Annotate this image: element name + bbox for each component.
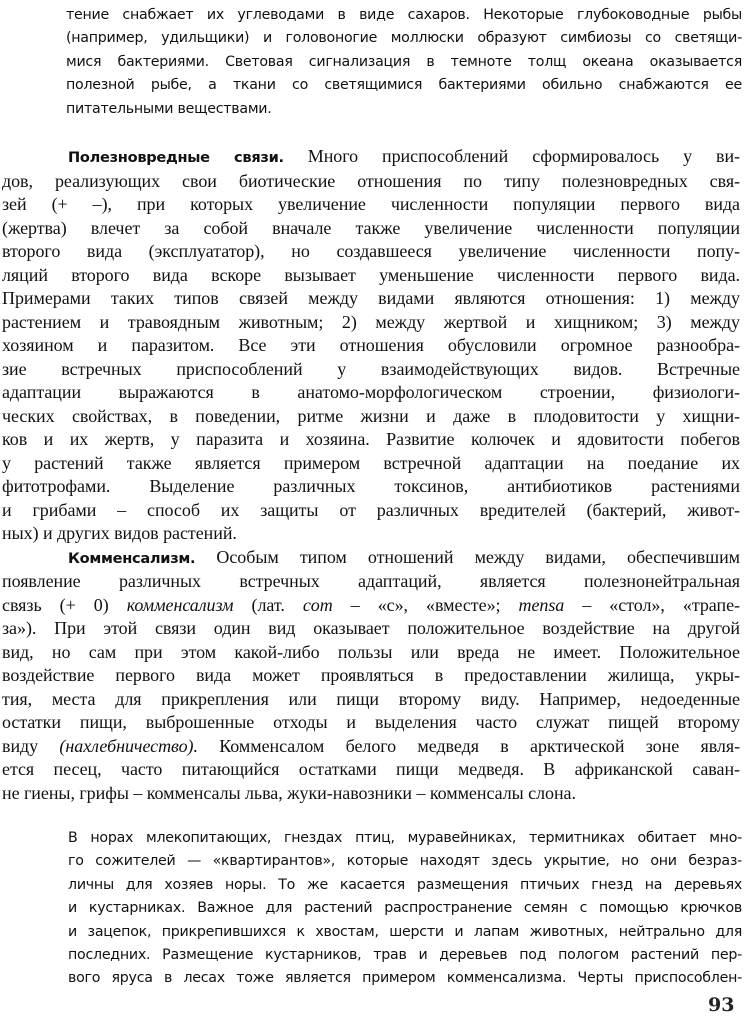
text-line: ется песец, часто питающийся остатками пищи медведя. В африканской саван- <box>2 759 740 779</box>
text-line: адаптации выражаются в анатомо-морфологическом строении, физиологи- <box>2 382 740 402</box>
latin-word-mensa: mensa <box>518 594 565 615</box>
section-heading-line <box>2 145 740 170</box>
term-freeloading: (нахлебничество). <box>59 735 198 756</box>
text-fragment: (лат. <box>251 594 285 615</box>
text-line: ков и их жертв, у паразита и хозяина. Развитие колючек и ядовитости побегов <box>2 429 740 449</box>
text-line: и кустарниках. Важное для растений распространение семян с помощью крючков <box>68 900 742 917</box>
text-line: второго вида (эксплуататор), но создавшееся увеличение численности попу- <box>2 241 740 261</box>
text-fragment: виду <box>2 735 39 756</box>
text-line: (жертва) влечет за собой вначале также увеличение численности популяции <box>2 217 740 238</box>
section-heading-line <box>2 546 740 571</box>
section-heading-commensalism: Комменсализм. <box>68 549 196 567</box>
text-line: и зацепок, прикрепившихся к хвостам, шерсти и лапам животных, нейтрально для <box>68 923 742 940</box>
text-line: остатки пищи, выброшенные отходы и выделения часто служат пищей второму <box>2 712 740 732</box>
text-line: личны для хозяев норы. То же касается размещения птичьих гнезд на деревьях <box>68 876 742 893</box>
text-line: не гиены, грифы – комменсалы льва, жуки-навозники – комменсалы слона. <box>2 782 576 803</box>
text-line: за»). При этой связи один вид оказывает положительное воздействие на другой <box>2 618 740 638</box>
text-line: Примерами таких типов связей между видами являются отношения: 1) между <box>2 288 740 308</box>
text-line: вид, но сам при этом какой-либо пользы или вреда не имеет. Положительное <box>2 641 740 662</box>
text-fragment: Особым типом отношений между видами, обеспечившим <box>216 546 740 567</box>
intro-paragraph <box>66 4 742 121</box>
text-line: тение снабжает их углеводами в виде сахаров. Некоторые глубоководные рыбы <box>66 7 742 23</box>
text-fragment: – «стол», «трапе- <box>582 594 740 615</box>
page-number: 93 <box>708 994 735 1016</box>
text-line: го сожителей — «квартирантов», которые находят здесь укрытие, но они безраз- <box>68 853 742 870</box>
text-line: ных) и других видов растений. <box>2 523 237 543</box>
text-line <box>2 735 740 759</box>
main-text <box>2 145 740 805</box>
text-line: последних. Размещение кустарников, трав и деревьев под пологом растений пер- <box>68 947 742 964</box>
text-line: мися бактериями. Световая сигнализация в темноте толщ океана оказывается <box>66 53 742 70</box>
term-commensalism: комменсализм <box>126 594 234 615</box>
text-line: зие встречных приспособлений у взаимодействующих видов. Встречные <box>2 358 740 379</box>
text-line: полезной рыбе, а ткани со светящимися бактериями обильно снабжаются ее <box>66 77 742 94</box>
example-paragraph <box>68 827 742 991</box>
text-line: и грибами – способ их защиты от различных вредителей (бактерий, живот- <box>2 499 740 520</box>
text-fragment: – «с», «вместе»; <box>350 594 501 615</box>
text-fragment: связь (+ 0) <box>2 594 109 615</box>
text-fragment: Комменсалом белого медведя в арктической зоне явля- <box>219 735 740 756</box>
text-line: питательными веществами. <box>66 100 272 117</box>
text-line: у растений также является примером встречной адаптации на поедание их <box>2 452 740 473</box>
text-line: В норах млекопитающих, гнездах птиц, муравейниках, термитниках обитает мно- <box>68 830 742 846</box>
text-line: ляций второго вида вскоре вызывает уменьшение численности первого вида. <box>2 264 740 285</box>
text-fragment: Много приспособлений сформировалось у ви- <box>307 146 740 166</box>
text-line: тия, места для прикрепления или пищи второму виду. Например, недоеденные <box>2 688 740 709</box>
text-line: хозяином и паразитом. Все эти отношения обусловили огромное разнообра- <box>2 335 740 355</box>
text-line: ческих свойствах, в поведении, ритме жизни и даже в плодовитости у хищни- <box>2 405 740 426</box>
text-line: появление различных встречных адаптаций, является полезнонейтральная <box>2 571 740 591</box>
text-line: (например, удильщики) и головоногие моллюски образуют симбиозы со светящи- <box>66 30 742 47</box>
text-line: дов, реализующих свои биотические отношения по типу полезновредных свя- <box>2 170 740 191</box>
text-line: зей (+ –), при которых увеличение численности популяции первого вида <box>2 194 740 214</box>
text-line: воздействие первого вида может проявляться в предоставлении жилища, укры- <box>2 665 740 685</box>
latin-word-com: com <box>302 594 333 615</box>
text-line <box>2 594 740 618</box>
text-line: растением и травоядным животным; 2) между жертвой и хищником; 3) между <box>2 311 740 332</box>
text-line: фитотрофами. Выделение различных токсинов, антибиотиков растениями <box>2 476 740 496</box>
section-heading-harmful: Полезновредные связи. <box>68 149 284 166</box>
text-line: вого яруса в лесах тоже является примером комменсализма. Черты приспособлен- <box>68 970 742 987</box>
